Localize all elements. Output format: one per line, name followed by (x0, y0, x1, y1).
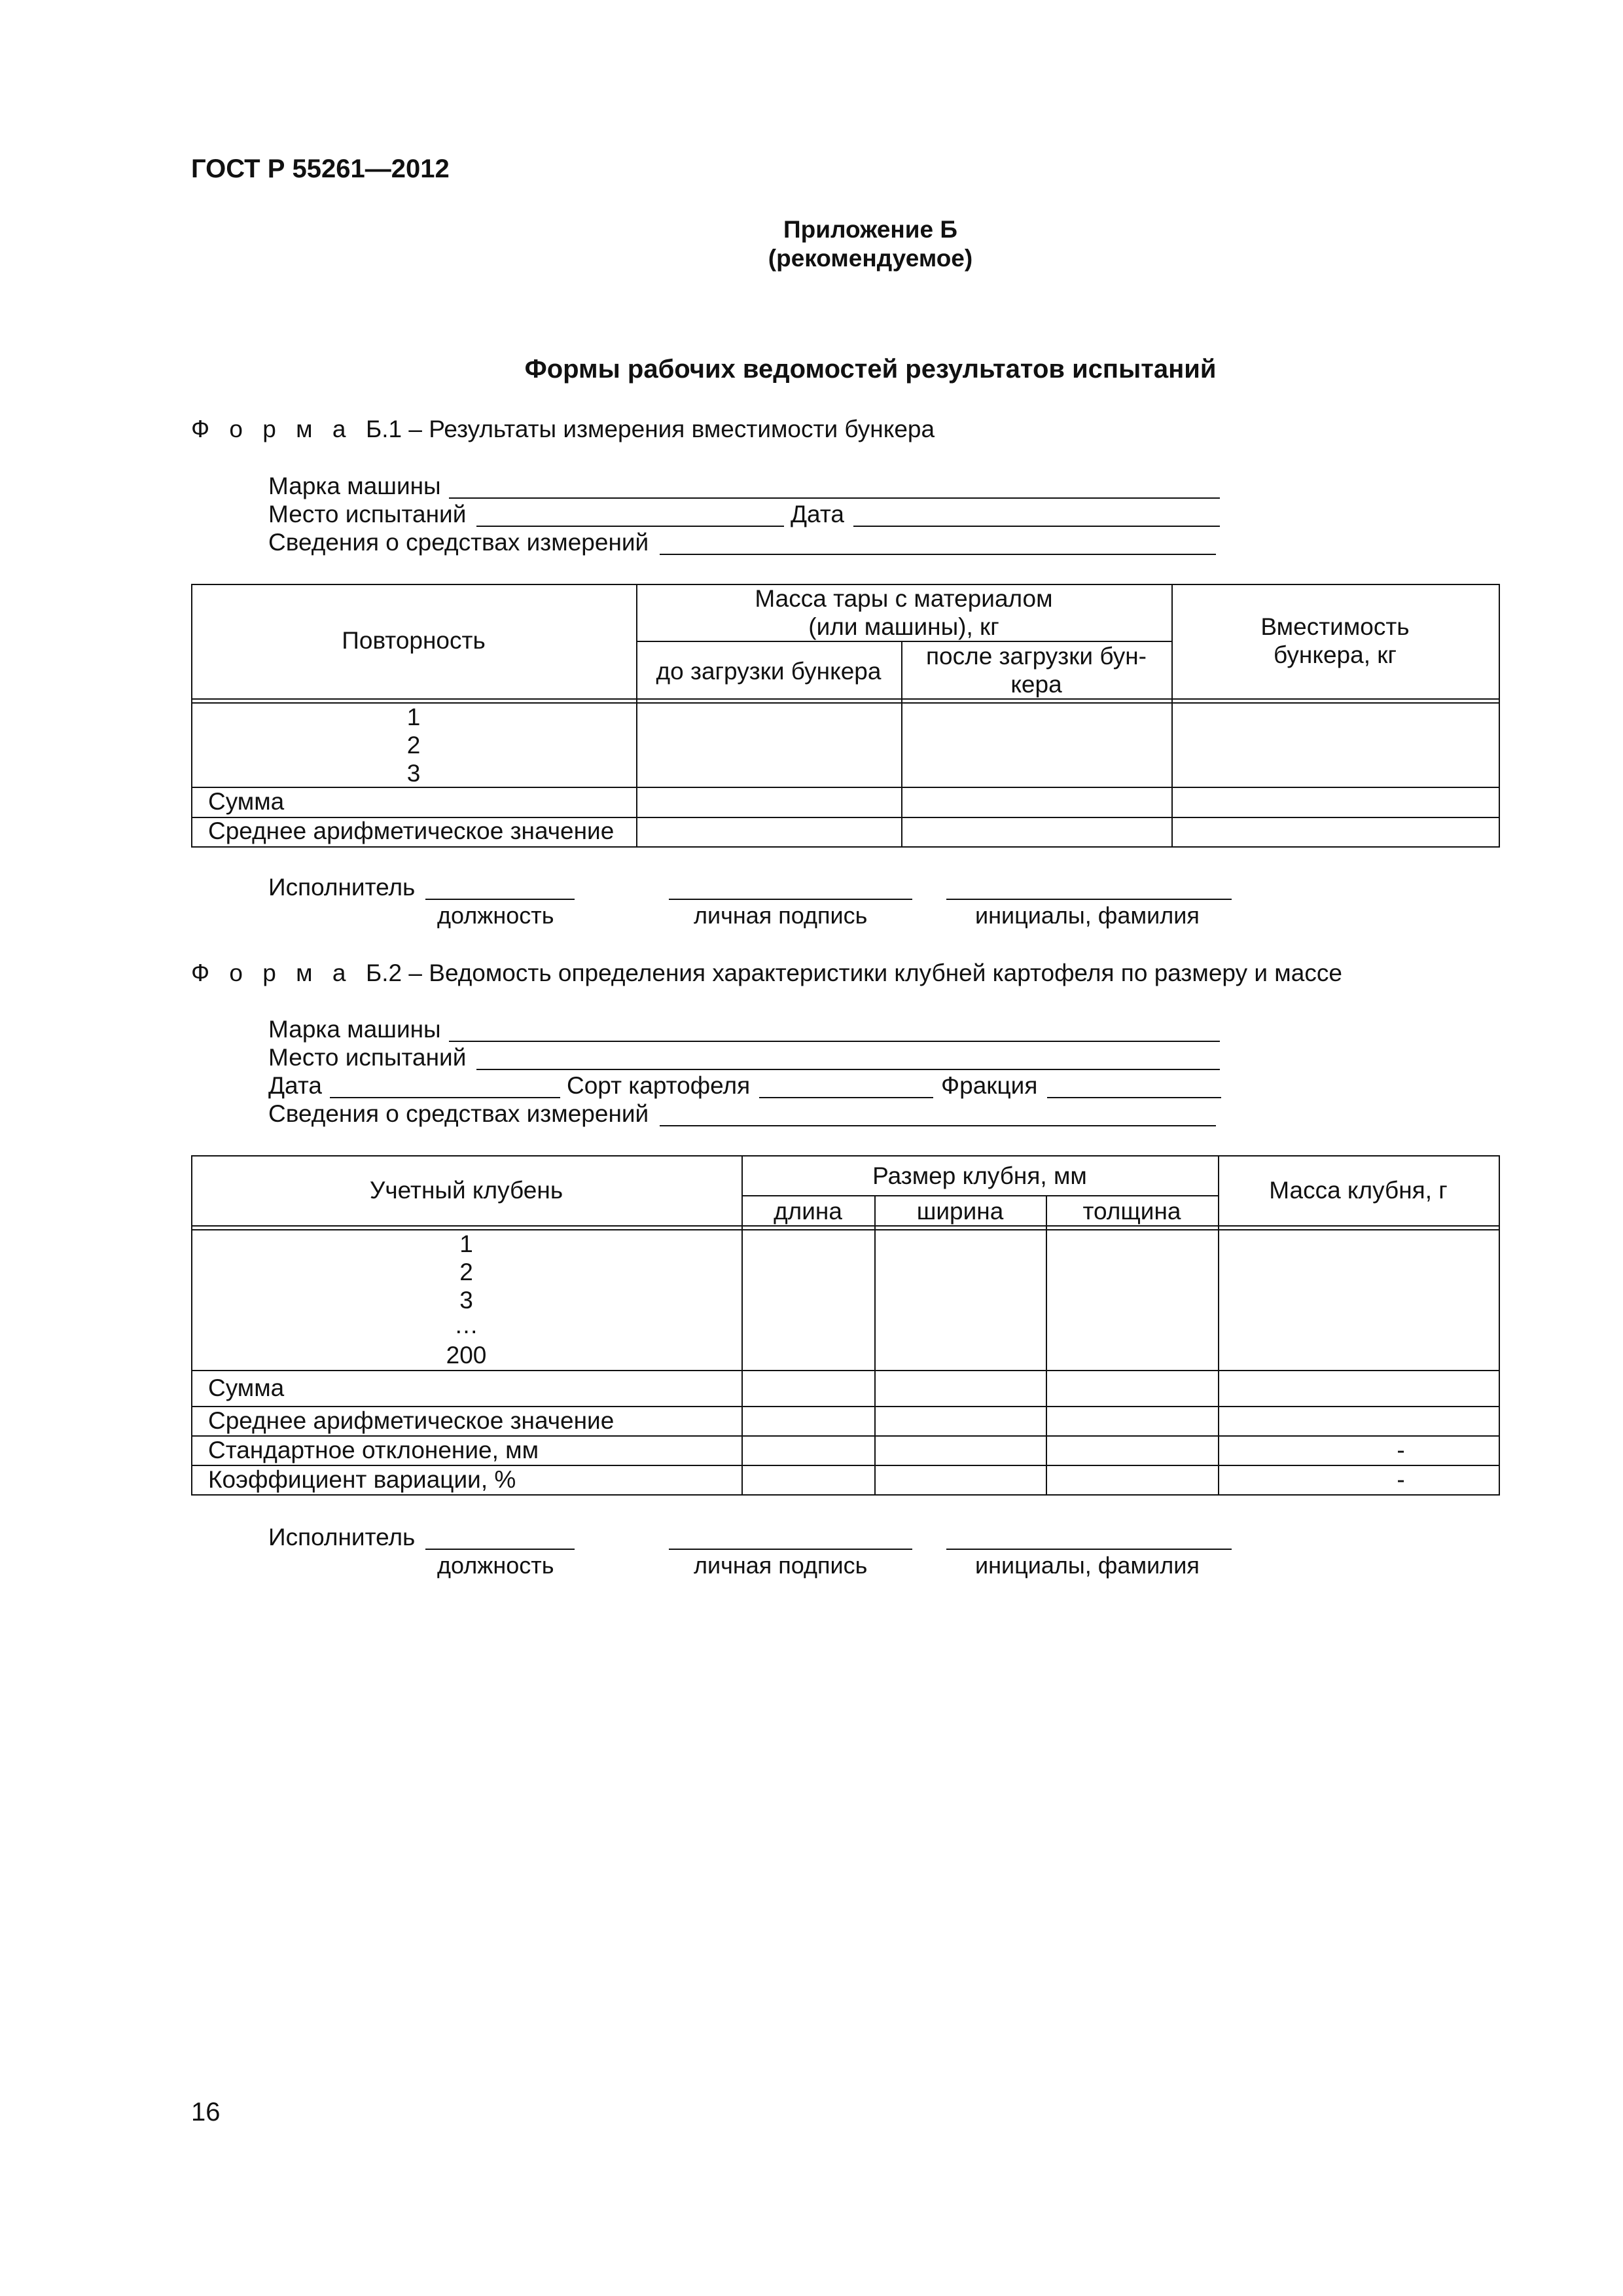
form1-date-label: Дата (791, 501, 844, 528)
form2-label: Ф о р м а (191, 960, 353, 986)
form2-name-field[interactable] (946, 1549, 1232, 1550)
form2-machine-field[interactable] (449, 1041, 1220, 1042)
form1-label: Ф о р м а (191, 416, 353, 442)
form1-place-field[interactable] (476, 526, 784, 527)
form2-position-field[interactable] (425, 1549, 575, 1550)
col-after-header-line2: кера (1010, 671, 1062, 698)
form1-performer-label: Исполнитель (268, 874, 416, 901)
form1-caption (191, 416, 935, 443)
col-capacity-header-line2: бункера, кг (1274, 641, 1397, 668)
form2-caption (191, 960, 1342, 987)
form2-machine-label: Марка машины (268, 1016, 441, 1043)
form1-name-field[interactable] (946, 899, 1232, 900)
std-row-label: Стандартное отклонение, мм (208, 1437, 539, 1463)
form2-name-caption: инициалы, фамилия (975, 1552, 1200, 1579)
col-length-header: длина (774, 1198, 842, 1225)
form2-sign-caption: личная подпись (694, 1552, 868, 1579)
cv-mass-dash: - (1397, 1466, 1405, 1493)
form1-caption-text: Б.1 – Результаты измерения вместимости бункера (365, 416, 935, 442)
form2-variety-field[interactable] (759, 1097, 933, 1098)
table-row: 1 (459, 1230, 473, 1257)
form2-fraction-label: Фракция (941, 1072, 1038, 1099)
col-capacity-header-line1: Вместимость (1260, 613, 1410, 640)
mean-row-label: Среднее арифметическое значение (208, 1407, 615, 1434)
form2-fraction-field[interactable] (1047, 1097, 1221, 1098)
col-mass-header: Масса клубня, г (1269, 1177, 1448, 1204)
table-row: 1 (406, 704, 421, 730)
table-row: 2 (406, 732, 421, 759)
form2-date-field[interactable] (330, 1097, 560, 1098)
cv-row-label: Коэффициент вариации, % (208, 1466, 516, 1493)
form1-place-label: Место испытаний (268, 501, 467, 528)
std-mass-dash: - (1397, 1437, 1405, 1463)
form2-performer-label: Исполнитель (268, 1524, 416, 1551)
section-title: Формы рабочих ведомостей результатов испытаний (524, 355, 1217, 384)
page-number: 16 (191, 2098, 221, 2126)
col-before-header: до загрузки бункера (656, 658, 882, 685)
form1-machine-label: Марка машины (268, 473, 441, 499)
form1-position-field[interactable] (425, 899, 575, 900)
form2-date-label: Дата (268, 1072, 322, 1099)
col-width-header: ширина (916, 1198, 1004, 1225)
mean-row-label: Среднее арифметическое значение (208, 817, 615, 844)
form1-machine-field[interactable] (449, 497, 1220, 499)
table-row: 3 (459, 1287, 473, 1314)
table-row: 2 (459, 1259, 473, 1285)
form1-instruments-label: Сведения о средствах измерений (268, 529, 649, 556)
form1-sign-field[interactable] (669, 899, 912, 900)
form1-name-caption: инициалы, фамилия (975, 902, 1200, 929)
appendix-title: Приложение Б (783, 216, 957, 243)
appendix-subtitle: (рекомендуемое) (768, 245, 973, 272)
form2-position-caption: должность (437, 1552, 554, 1579)
form1-position-caption: должность (437, 902, 554, 929)
form2-variety-label: Сорт картофеля (567, 1072, 751, 1099)
form2-place-field[interactable] (476, 1069, 1220, 1070)
col-tuber-header: Учетный клубень (369, 1177, 563, 1204)
form2-place-label: Место испытаний (268, 1044, 467, 1071)
form1-sign-caption: личная подпись (694, 902, 868, 929)
col-mass-header-line1: Масса тары с материалом (755, 585, 1053, 612)
col-after-header-line1: после загрузки бун- (926, 643, 1147, 670)
form2-caption-text: Б.2 – Ведомость определения характеристики клубней картофеля по размеру и массе (365, 960, 1342, 986)
sum-row-label: Сумма (208, 1374, 285, 1401)
col-thickness-header: толщина (1082, 1198, 1181, 1225)
sum-row-label: Сумма (208, 788, 285, 815)
form1-date-field[interactable] (853, 526, 1220, 527)
form2-sign-field[interactable] (669, 1549, 912, 1550)
table-row: … (454, 1312, 478, 1338)
col-size-header: Размер клубня, мм (872, 1162, 1087, 1189)
form2-instruments-field[interactable] (660, 1125, 1216, 1126)
col-mass-header-line2: (или машины), кг (808, 613, 999, 640)
table-row: 3 (406, 760, 421, 787)
form1-instruments-field[interactable] (660, 554, 1216, 555)
table-row: 200 (446, 1342, 487, 1369)
col-repeat-header: Повторность (342, 627, 486, 654)
form2-instruments-label: Сведения о средствах измерений (268, 1100, 649, 1127)
doc-code: ГОСТ Р 55261—2012 (191, 154, 450, 183)
